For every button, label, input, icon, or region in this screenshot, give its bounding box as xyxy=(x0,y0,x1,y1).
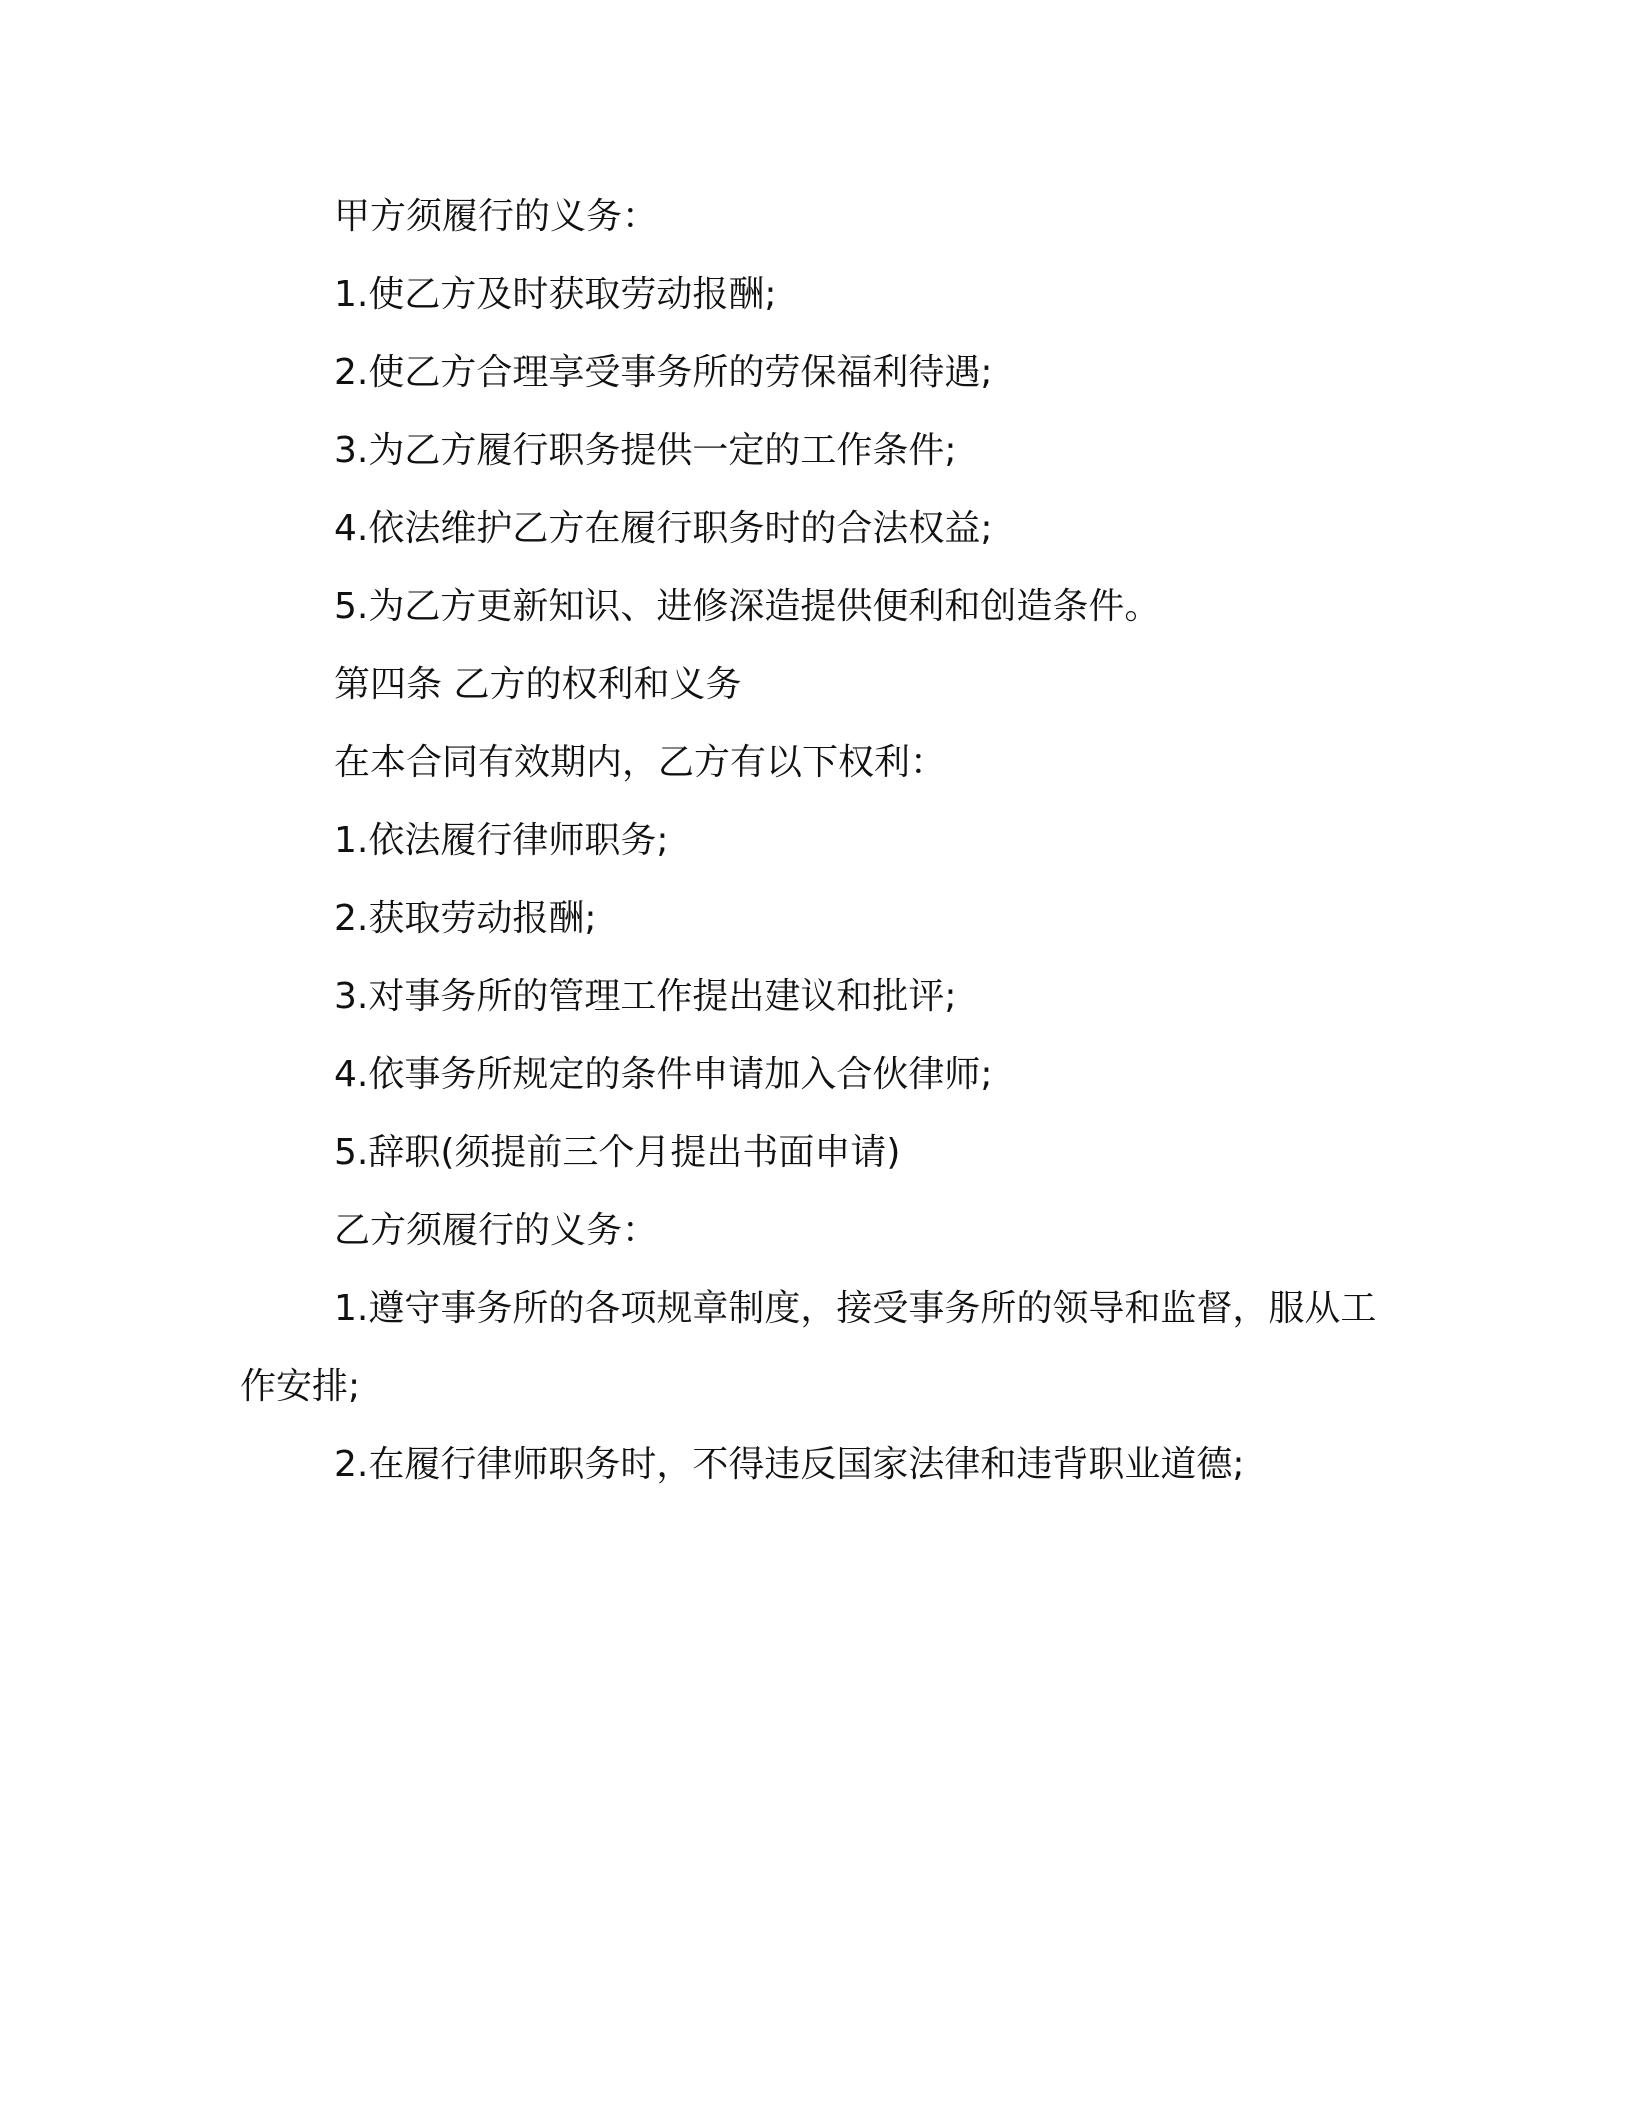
paragraph-party-a-obligation-3: 3.为乙方履行职务提供一定的工作条件; xyxy=(334,430,957,471)
document-body xyxy=(240,178,1400,1504)
paragraph-party-a-obligation-4: 4.依法维护乙方在履行职务时的合法权益; xyxy=(334,508,993,549)
paragraph-party-b-obligation-2: 2.在履行律师职务时，不得违反国家法律和违背职业道德; xyxy=(334,1444,1245,1485)
paragraph-party-a-obligations-heading: 甲方须履行的义务： xyxy=(334,196,659,237)
paragraph-party-b-rights-intro: 在本合同有效期内，乙方有以下权利： xyxy=(334,742,947,783)
paragraph-party-b-obligation-1: 1.遵守事务所的各项规章制度，接受事务所的领导和监督，服从工作安排; xyxy=(240,1288,1377,1407)
paragraph-party-b-right-5: 5.辞职(须提前三个月提出书面申请) xyxy=(334,1132,901,1173)
article-four-heading: 第四条 乙方的权利和义务 xyxy=(334,664,742,705)
paragraph-party-a-obligation-1: 1.使乙方及时获取劳动报酬; xyxy=(334,274,777,315)
paragraph-party-b-right-2: 2.获取劳动报酬; xyxy=(334,898,597,939)
paragraph-party-a-obligation-5: 5.为乙方更新知识、进修深造提供便利和创造条件。 xyxy=(334,586,1161,627)
paragraph-party-b-obligations-heading: 乙方须履行的义务： xyxy=(334,1210,659,1251)
paragraph-party-b-right-3: 3.对事务所的管理工作提出建议和批评; xyxy=(334,976,957,1017)
paragraph-party-a-obligation-2: 2.使乙方合理享受事务所的劳保福利待遇; xyxy=(334,352,993,393)
paragraph-party-b-right-4: 4.依事务所规定的条件申请加入合伙律师; xyxy=(334,1054,993,1095)
paragraph-party-b-right-1: 1.依法履行律师职务; xyxy=(334,820,669,861)
